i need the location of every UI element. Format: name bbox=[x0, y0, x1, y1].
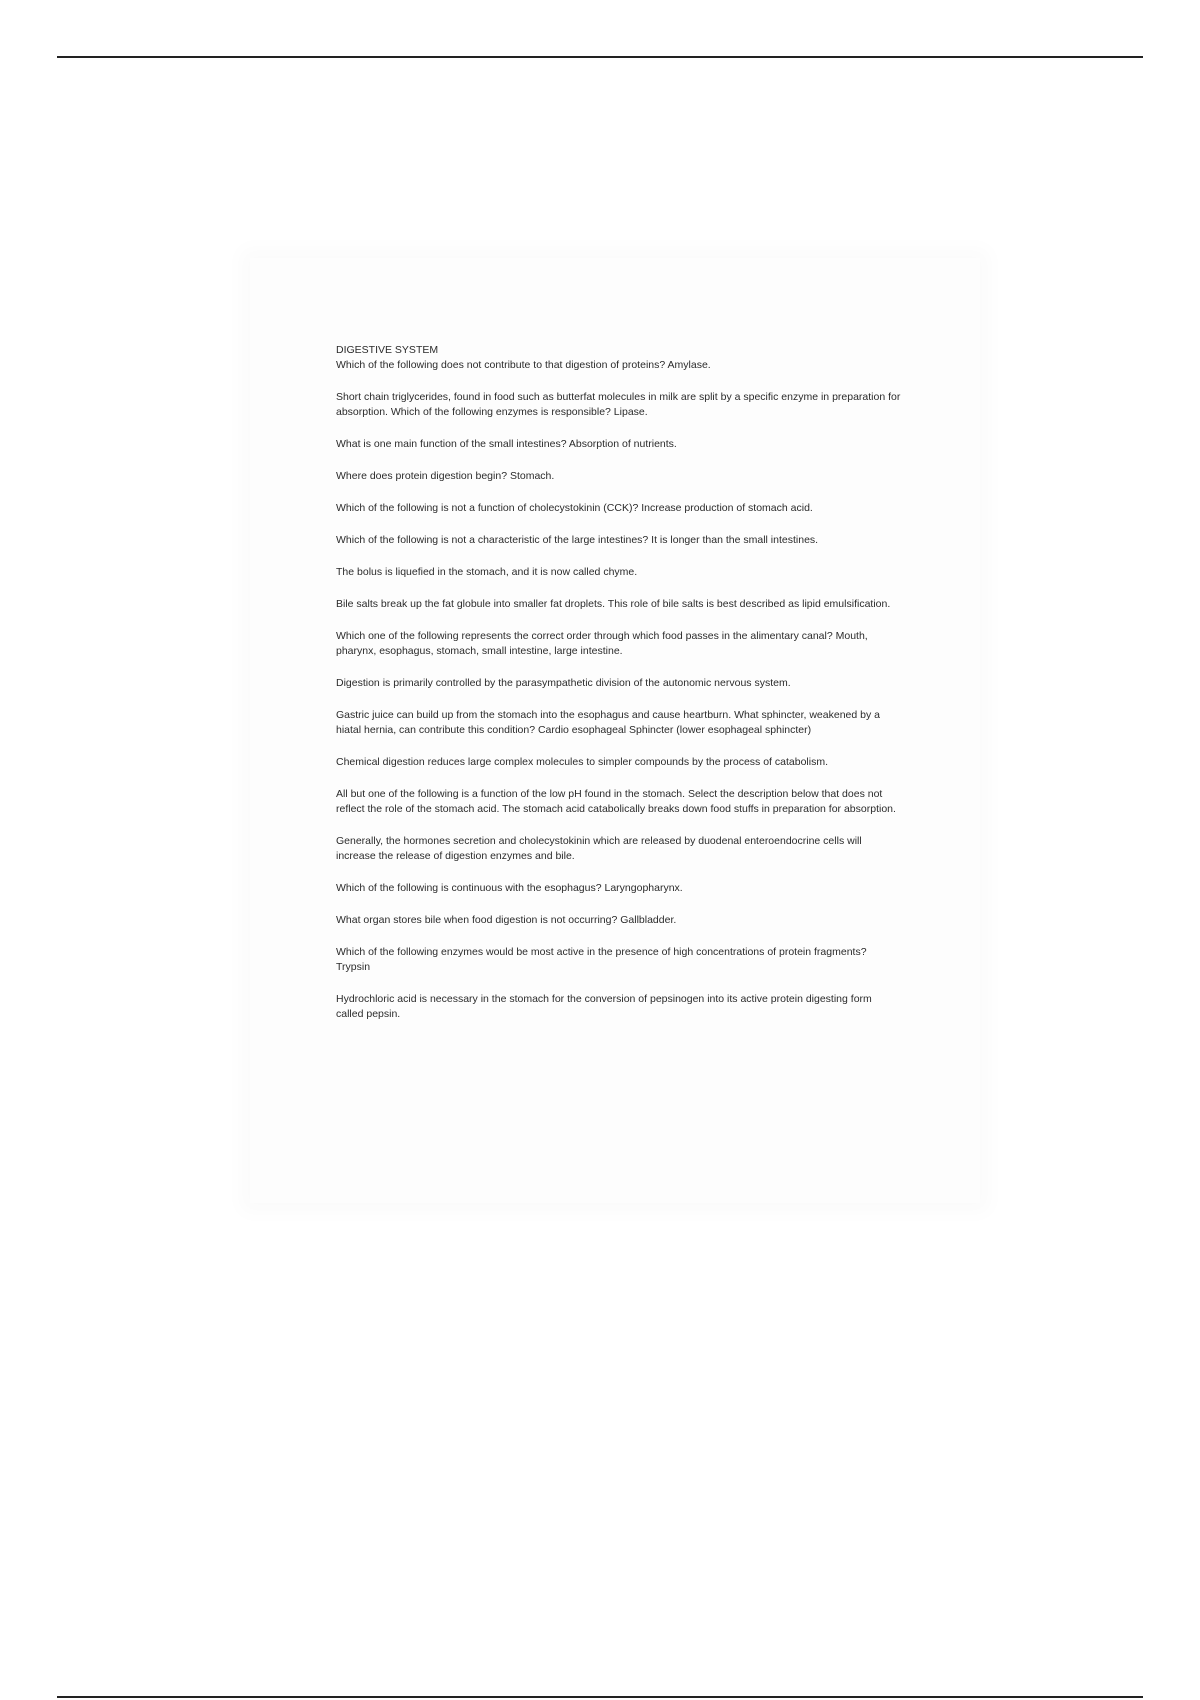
paragraph-7: The bolus is liquefied in the stomach, and it is now called chyme. bbox=[336, 566, 638, 578]
document-body bbox=[336, 343, 902, 1039]
paragraph-14: Generally, the hormones secretion and cholecystokinin which are released by duodenal enteroendocrine cells will increase the release of digestion enzymes and bile. bbox=[336, 835, 862, 862]
paragraph-6: Which of the following is not a characteristic of the large intestines? It is longer than the small intestines. bbox=[336, 534, 819, 546]
paragraph-11: Gastric juice can build up from the stomach into the esophagus and cause heartburn. What sphincter, weakened by a hiatal hernia, can contribute this condition? Cardio esophageal Sphincter (lower esophageal sphincter) bbox=[336, 709, 880, 736]
paragraph-4: Where does protein digestion begin? Stomach. bbox=[336, 470, 555, 482]
paragraph-17: Which of the following enzymes would be most active in the presence of high concentrations of protein fragments? Trypsin bbox=[336, 946, 867, 973]
paragraph-9: Which one of the following represents the correct order through which food passes in the alimentary canal? Mouth, pharynx, esophagus, stomach, small intestine, large intestine. bbox=[336, 630, 868, 657]
paragraph-5: Which of the following is not a function of cholecystokinin (CCK)? Increase production of stomach acid. bbox=[336, 502, 813, 514]
paragraph-1: Which of the following does not contribute to that digestion of proteins? Amylase. bbox=[336, 359, 711, 371]
paragraph-12: Chemical digestion reduces large complex molecules to simpler compounds by the process of catabolism. bbox=[336, 756, 828, 768]
paragraph-2: Short chain triglycerides, found in food such as butterfat molecules in milk are split by a specific enzyme in preparation for absorption. Which of the following enzymes is responsible? Lipase. bbox=[336, 391, 901, 418]
paragraph-3: What is one main function of the small intestines? Absorption of nutrients. bbox=[336, 438, 677, 450]
paragraph-18: Hydrochloric acid is necessary in the stomach for the conversion of pepsinogen into its active protein digesting form called pepsin. bbox=[336, 993, 872, 1020]
paragraph-13: All but one of the following is a function of the low pH found in the stomach. Select the description below that does not reflect the role of the stomach acid. The stomach acid catabolically breaks down food stuffs in preparation for absorption. bbox=[336, 788, 896, 815]
top-rule bbox=[57, 56, 1143, 58]
bottom-rule bbox=[57, 1696, 1143, 1698]
document-title: DIGESTIVE SYSTEM bbox=[336, 344, 439, 356]
paragraph-15: Which of the following is continuous with the esophagus? Laryngopharynx. bbox=[336, 882, 683, 894]
paragraph-8: Bile salts break up the fat globule into smaller fat droplets. This role of bile salts is best described as lipid emulsification. bbox=[336, 598, 891, 610]
paragraph-10: Digestion is primarily controlled by the parasympathetic division of the autonomic nervous system. bbox=[336, 677, 791, 689]
paragraph-16: What organ stores bile when food digestion is not occurring? Gallbladder. bbox=[336, 914, 677, 926]
